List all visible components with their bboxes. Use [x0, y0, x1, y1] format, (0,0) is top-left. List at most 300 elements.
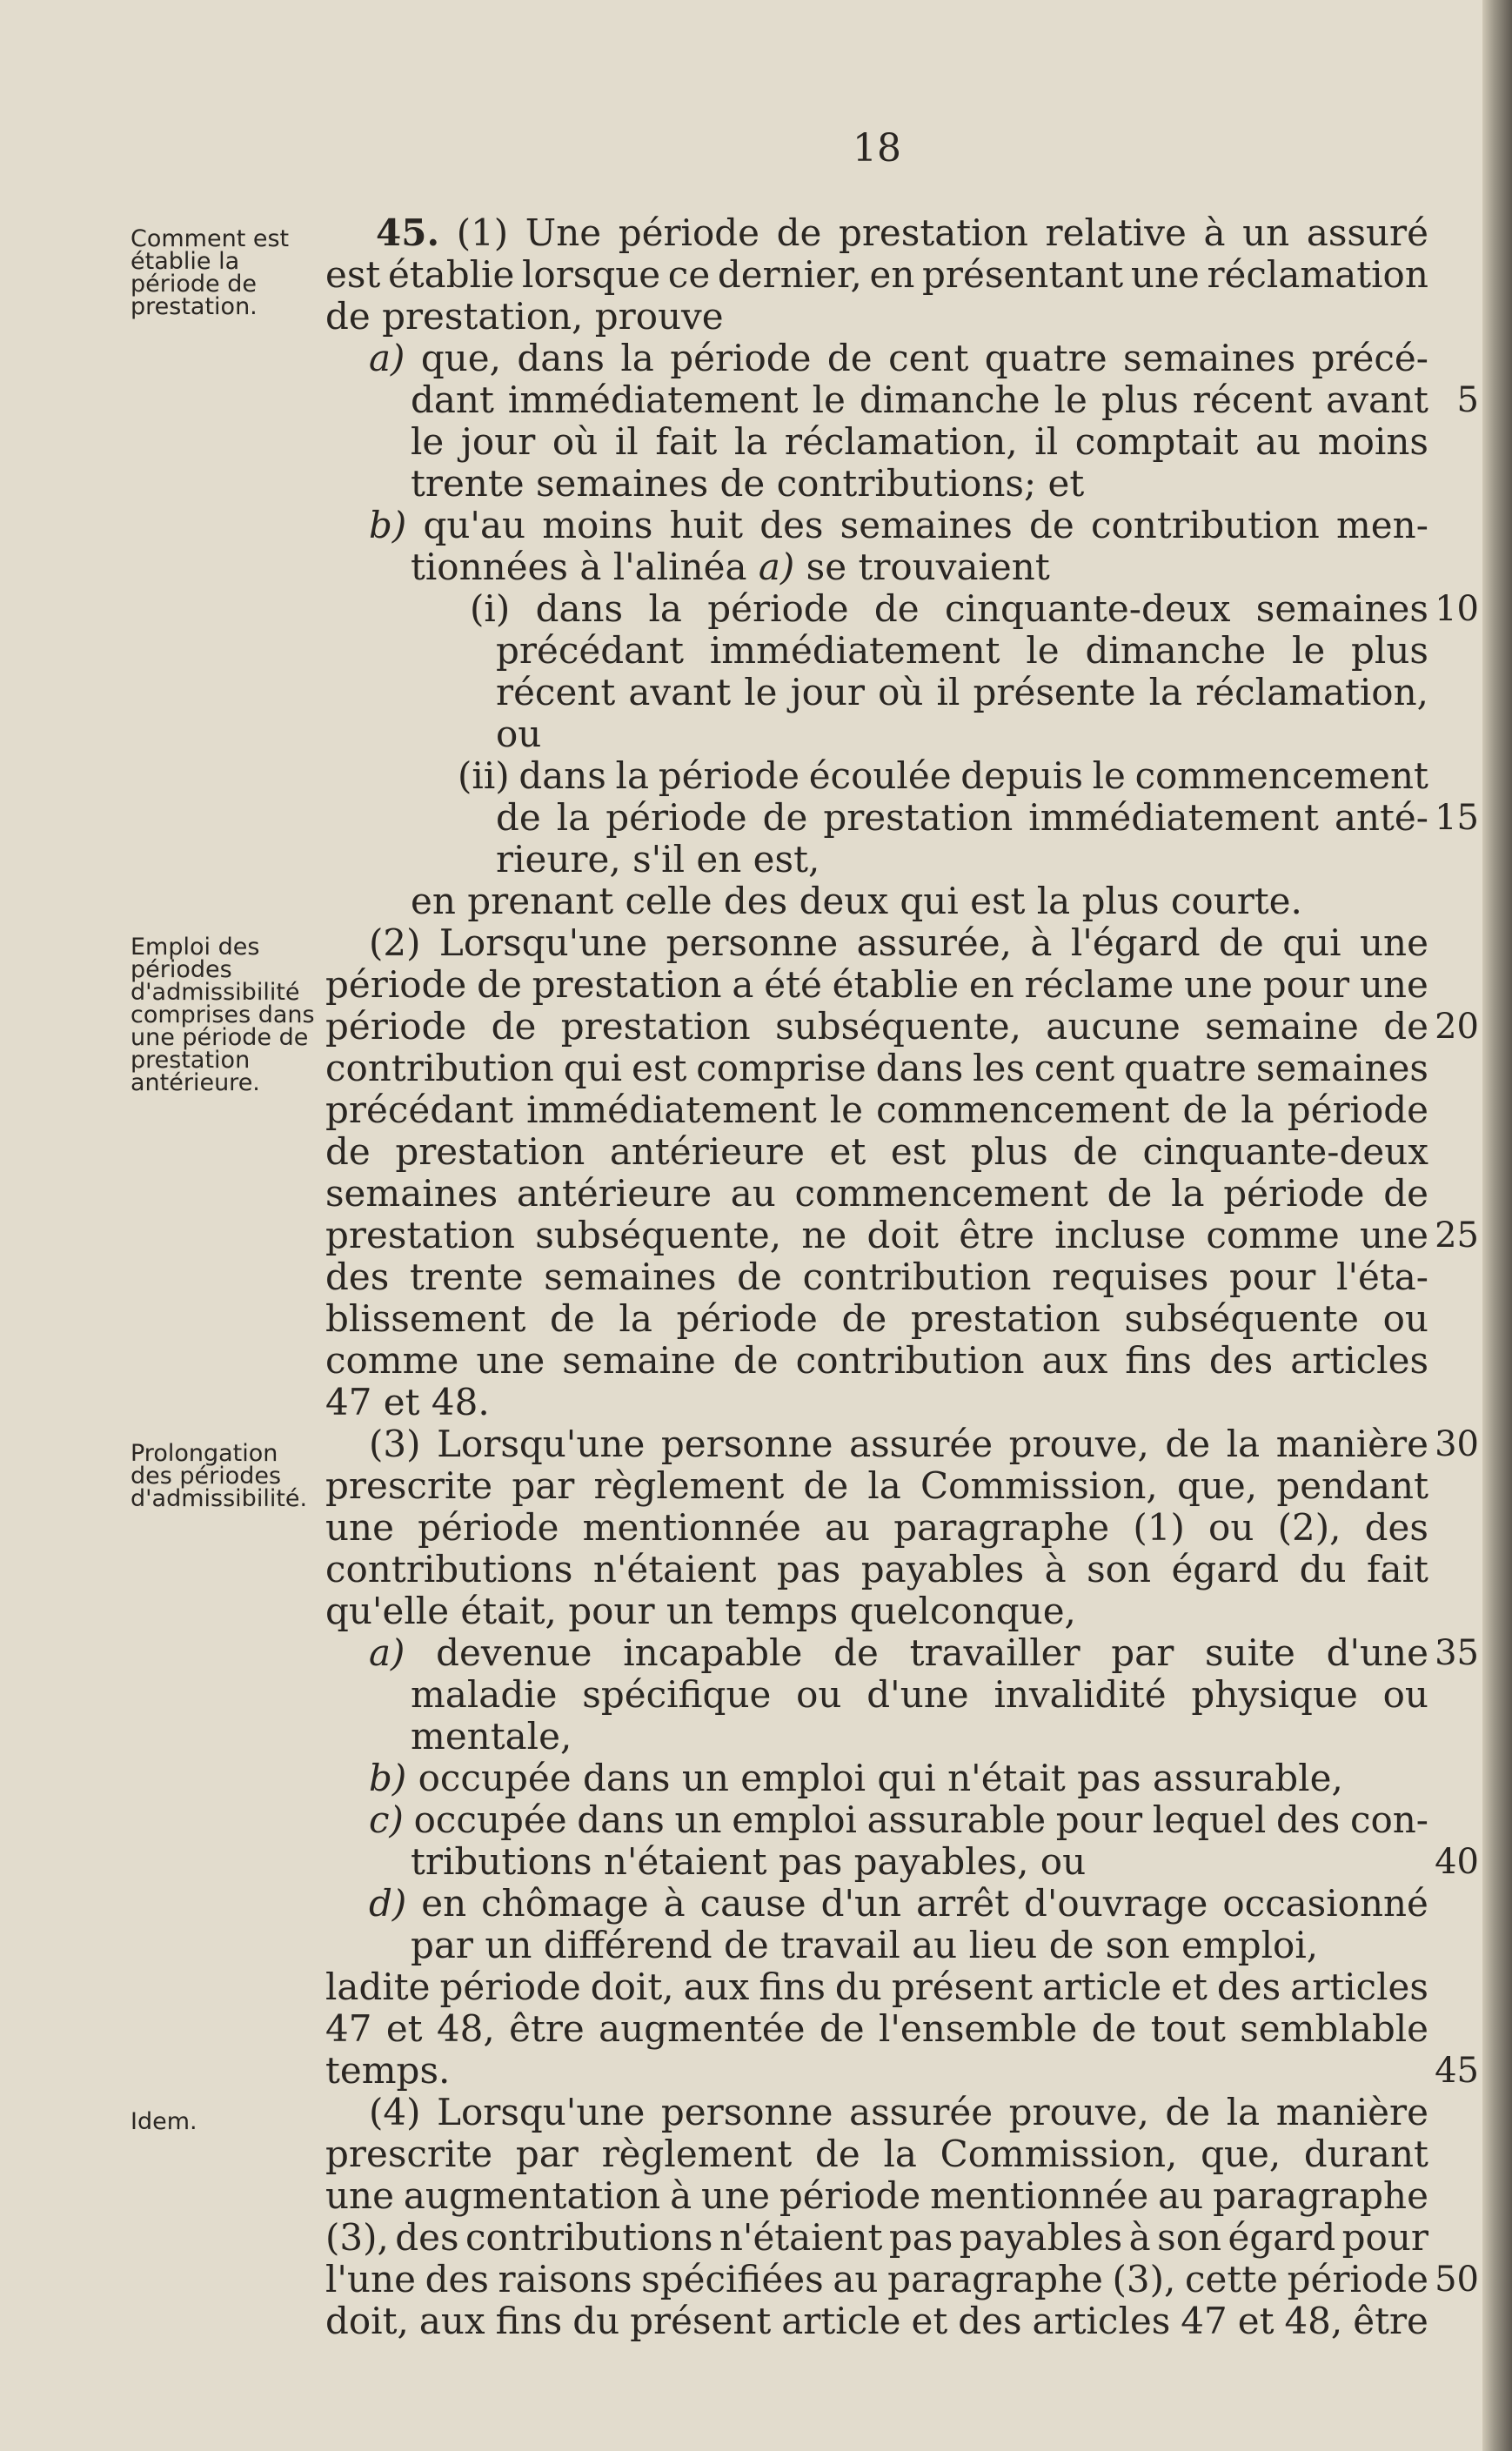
word: dernier,	[717, 253, 862, 296]
word: est	[890, 1130, 947, 1173]
word: un	[666, 1590, 726, 1632]
word: son	[1105, 1924, 1182, 1966]
word: (3),	[1112, 2258, 1176, 2300]
line-number: 25	[1435, 1215, 1479, 1256]
word: comptait	[1074, 420, 1239, 463]
word: dimanche	[859, 378, 1040, 421]
word: prescrite	[325, 2133, 493, 2175]
word: prenant	[467, 880, 626, 922]
word: récent	[1192, 378, 1313, 421]
word: précédant	[496, 629, 685, 672]
word: la	[556, 796, 591, 839]
text-line	[325, 254, 1428, 296]
word: trente	[411, 462, 536, 505]
word: prestation	[395, 1130, 585, 1173]
word: au	[1158, 2174, 1204, 2217]
word: des	[325, 1256, 390, 1298]
word: prouve,	[1008, 1423, 1149, 1465]
word: au	[730, 1172, 776, 1215]
word: d'une	[1326, 1631, 1428, 1674]
word: le	[744, 671, 778, 713]
word: subséquente,	[535, 1214, 782, 1256]
word: ladite	[325, 1965, 431, 2008]
word: et	[911, 2300, 948, 2342]
word: antérieure	[516, 1172, 713, 1215]
word: relative	[1045, 211, 1187, 254]
word: une	[476, 1339, 545, 1382]
word: une	[1184, 963, 1253, 1006]
word: comme	[1206, 1214, 1340, 1256]
word: prouve	[594, 295, 724, 338]
word: de	[1383, 1172, 1428, 1215]
word: avant	[1326, 378, 1428, 421]
word: (2)	[369, 921, 421, 964]
text-line	[369, 338, 1428, 379]
text-line	[369, 1423, 1428, 1465]
word: que,	[1201, 2133, 1281, 2175]
word: a	[732, 963, 754, 1006]
word: courte.	[1170, 880, 1302, 922]
word: règlement	[593, 1464, 785, 1507]
word: jour	[790, 671, 866, 713]
word: aux	[418, 2300, 485, 2342]
word: en	[421, 1882, 467, 1925]
word: qui	[563, 1047, 623, 1089]
word: cinquante-deux	[944, 587, 1231, 630]
word: dans	[517, 337, 605, 379]
word: différend	[543, 1924, 725, 1966]
word: par	[411, 1924, 485, 1966]
word: personne	[666, 921, 839, 964]
word: assurée	[849, 2091, 994, 2133]
text-line	[411, 1674, 1428, 1716]
word: a)	[369, 1631, 405, 1674]
word: invalidité	[994, 1673, 1167, 1716]
word: le	[1092, 754, 1126, 797]
word: dans	[577, 1798, 665, 1841]
word: doit	[866, 1214, 939, 1256]
word: la	[648, 587, 682, 630]
word: semaine	[562, 1339, 716, 1382]
word: ou	[796, 1673, 842, 1716]
word: il	[614, 420, 639, 463]
word: emploi	[740, 1757, 878, 1799]
word: n'étaient	[719, 2216, 883, 2259]
word: à	[1044, 1548, 1067, 1590]
word: personne	[660, 2091, 833, 2133]
text-line	[325, 1382, 490, 1423]
word: du	[834, 1965, 882, 2008]
word: précé-	[1311, 337, 1428, 379]
word: la	[619, 1297, 652, 1340]
word: immédiatement	[526, 1088, 817, 1131]
word: 47	[325, 1381, 384, 1423]
word: d'un	[820, 1882, 902, 1925]
word: de	[873, 587, 920, 630]
word: et	[383, 1381, 432, 1423]
text-line	[325, 1256, 1428, 1298]
text-line	[411, 463, 1084, 505]
word: deux	[799, 880, 900, 922]
word: augmentation	[403, 2174, 661, 2217]
word: assurée,	[856, 921, 1012, 964]
word: une	[325, 1506, 394, 1549]
line-number: 45	[1435, 2051, 1479, 2091]
page-number: 18	[853, 126, 901, 171]
word: suite	[1205, 1631, 1295, 1674]
word: réclamation	[1207, 253, 1428, 296]
word: par	[515, 2133, 579, 2175]
word: dans	[582, 1757, 682, 1799]
word: la	[1241, 1088, 1274, 1131]
margin-note-2: Emploi des périodes d'admissibilité comprises dans une période de prestation antérieure.	[130, 934, 315, 1096]
word: à	[579, 546, 613, 588]
word: d'ouvrage	[1023, 1882, 1208, 1925]
word: par	[512, 1464, 575, 1507]
word: prestation	[532, 963, 722, 1006]
word: travail	[780, 1924, 913, 1966]
word: assurable	[866, 1798, 1047, 1841]
word: mentale,	[411, 1715, 572, 1758]
word: une	[701, 2174, 770, 2217]
word: articles	[1290, 1965, 1428, 2008]
word: qui	[1282, 921, 1341, 964]
text-line	[325, 1549, 1428, 1590]
word: le	[1026, 629, 1060, 672]
word: en	[696, 838, 753, 881]
word: paragraphe	[1213, 2174, 1428, 2217]
word: assuré	[1306, 211, 1428, 254]
word: men-	[1335, 504, 1428, 546]
word: de	[325, 295, 383, 338]
word: période	[418, 1506, 559, 1549]
text-line	[325, 1298, 1428, 1340]
word: le	[812, 378, 846, 421]
word: semblable	[1240, 2007, 1428, 2050]
word: précédant	[325, 1088, 514, 1131]
word: prescrite	[325, 1464, 493, 1507]
text-line	[411, 379, 1428, 421]
word: ne	[801, 1214, 847, 1256]
word: période	[707, 587, 849, 630]
word: le	[829, 1088, 864, 1131]
text-line	[411, 421, 1428, 463]
word: pas	[778, 1840, 854, 1883]
text-line	[411, 881, 1302, 922]
line-number: 30	[1435, 1424, 1479, 1464]
word: à	[663, 1882, 686, 1925]
line-number: 5	[1456, 380, 1479, 420]
word: la	[883, 2133, 917, 2175]
word: de	[819, 2007, 865, 2050]
text-line	[369, 1883, 1428, 1925]
word: la	[1171, 1172, 1205, 1215]
text-line	[369, 505, 1428, 546]
text-line	[325, 2217, 1428, 2259]
word: qu'au	[423, 504, 526, 546]
word: jour	[460, 420, 536, 463]
word: en	[411, 880, 468, 922]
word: paragraphe	[893, 1506, 1110, 1549]
word: dimanche	[1085, 629, 1267, 672]
word: de	[477, 963, 522, 1006]
word: réclame	[1024, 963, 1174, 1006]
text-line	[325, 2175, 1428, 2217]
word: subséquente,	[775, 1005, 1021, 1048]
word: Commission,	[920, 1464, 1158, 1507]
word: contributions	[325, 1548, 573, 1590]
word: prestation,	[382, 295, 595, 338]
text-line	[325, 2133, 1428, 2175]
word: con-	[1349, 1798, 1428, 1841]
word: prestation	[910, 1297, 1101, 1340]
word: fins	[1125, 1339, 1192, 1382]
word: de	[1219, 921, 1264, 964]
word: 48.	[431, 1381, 490, 1423]
word: immédiatement	[709, 629, 1000, 672]
word: ce	[667, 253, 711, 296]
word: le	[1054, 378, 1087, 421]
word: cette	[1185, 2258, 1279, 2300]
word: 48,	[436, 2007, 495, 2050]
word: contributions;	[776, 462, 1048, 505]
word: pour	[568, 1590, 666, 1632]
word: période	[1287, 1088, 1428, 1131]
word: Lorsqu'une	[437, 1423, 646, 1465]
word: du	[1299, 1548, 1347, 1590]
word: celle	[625, 880, 724, 922]
word: doit,	[325, 2300, 409, 2342]
word: c)	[369, 1798, 404, 1841]
word: à	[670, 2174, 692, 2217]
word: il	[936, 671, 960, 713]
text-line	[325, 2300, 1428, 2342]
word: contributions	[465, 2216, 713, 2259]
text-line	[325, 2050, 450, 2092]
word: à	[1030, 921, 1053, 964]
word: Lorsqu'une	[437, 2091, 646, 2133]
word: (1)	[456, 211, 509, 254]
word: (3),	[325, 2216, 389, 2259]
word: ou	[1040, 1840, 1087, 1883]
word: règlement	[601, 2133, 793, 2175]
word: et	[385, 2007, 423, 2050]
word: n'étaient	[603, 1840, 779, 1883]
word: au	[1255, 420, 1301, 463]
word: semaines	[840, 504, 1013, 546]
word: blissement	[325, 1297, 526, 1340]
word: au	[833, 2258, 879, 2300]
word: de	[733, 1339, 779, 1382]
word: de	[1165, 1423, 1211, 1465]
word: avant	[628, 671, 732, 713]
word: assurable,	[1152, 1757, 1343, 1799]
word: pour	[1341, 2216, 1428, 2259]
word: de	[724, 1924, 781, 1966]
word: depuis	[960, 754, 1083, 797]
word: anté-	[1334, 796, 1428, 839]
word: cent	[1034, 1047, 1115, 1089]
word: cinquante-deux	[1142, 1130, 1428, 1173]
word: qui	[900, 880, 971, 922]
word: dans	[875, 1047, 964, 1089]
word: la	[620, 337, 654, 379]
word: chômage	[481, 1882, 649, 1925]
word: pour	[1229, 1256, 1316, 1298]
word: antérieure	[609, 1130, 805, 1173]
text-line	[496, 797, 1428, 839]
word: écoulée	[808, 754, 952, 797]
word: l'éta-	[1336, 1256, 1428, 1298]
word: des	[759, 504, 824, 546]
word: présente	[973, 671, 1136, 713]
word: l'égard	[1070, 921, 1201, 964]
word: augmentée	[599, 2007, 806, 2050]
word: période	[605, 796, 747, 839]
word: récent	[496, 671, 616, 713]
word: prestation	[838, 211, 1028, 254]
word: dant	[411, 378, 494, 421]
word: est,	[753, 838, 820, 881]
word: temps.	[325, 2049, 451, 2092]
word: de	[549, 1297, 595, 1340]
word: la	[1148, 671, 1183, 713]
text-line	[496, 630, 1428, 672]
word: durant	[1303, 2133, 1428, 2175]
word: des	[1216, 1965, 1281, 2008]
word: être	[1353, 2300, 1428, 2342]
text-line	[369, 922, 1428, 964]
word: plus	[970, 1130, 1048, 1173]
word: semaines	[1123, 337, 1296, 379]
word: articles	[1290, 1339, 1428, 1382]
word: tionnées	[411, 546, 580, 588]
word: ou	[1382, 1673, 1428, 1716]
word: dans	[518, 754, 606, 797]
word: qui	[877, 1757, 948, 1799]
word: Commission,	[940, 2133, 1178, 2175]
word: comprise	[696, 1047, 866, 1089]
line-number: 10	[1435, 589, 1479, 629]
word: subséquente	[1124, 1297, 1359, 1340]
word: (4)	[369, 2091, 421, 2133]
word: période	[658, 754, 799, 797]
word: égard	[1228, 2216, 1336, 2259]
word: de	[1383, 1005, 1428, 1048]
word: période	[1287, 2258, 1428, 2300]
word: des	[395, 2216, 459, 2259]
word: de	[1073, 1130, 1118, 1173]
word: un	[1242, 211, 1290, 254]
word: 47	[1181, 2300, 1228, 2342]
margin-note-1: Comment est établie la période de prestation.	[130, 225, 290, 320]
word: d)	[369, 1882, 407, 1925]
word: une	[325, 2174, 394, 2217]
word: tout	[1150, 2007, 1226, 2050]
word: cause	[699, 1882, 806, 1925]
line-number: 50	[1435, 2260, 1479, 2300]
margin-note-4: Idem.	[130, 2108, 197, 2135]
word: payables,	[853, 1840, 1040, 1883]
word: être	[959, 1214, 1034, 1256]
word: présent	[630, 2300, 772, 2342]
text-line	[325, 2008, 1428, 2050]
word: b)	[369, 504, 407, 546]
word: où	[878, 671, 924, 713]
word: période	[676, 1297, 818, 1340]
word: 45.	[376, 211, 440, 254]
word: de	[833, 1631, 879, 1674]
word: de	[1048, 1924, 1106, 1966]
word: moins	[1317, 420, 1428, 463]
word: manière	[1275, 1423, 1428, 1465]
text-line	[411, 1716, 572, 1758]
word: de	[1091, 2007, 1137, 2050]
word: des	[958, 2300, 1022, 2342]
text-line	[325, 964, 1428, 1006]
word: la	[867, 1464, 901, 1507]
line-number: 40	[1435, 1842, 1479, 1882]
word: article	[1041, 1965, 1162, 2008]
text-line	[325, 1215, 1428, 1256]
word: semaines	[325, 1172, 498, 1215]
word: occupée	[418, 1757, 583, 1799]
word: arrêt	[916, 1882, 1010, 1925]
word: b)	[369, 1757, 418, 1799]
word: immédiatement	[507, 378, 799, 421]
word: des	[1275, 1798, 1341, 1841]
word: fins	[495, 2300, 563, 2342]
word: incapable	[623, 1631, 803, 1674]
word: dans	[535, 587, 624, 630]
word: au	[825, 1506, 871, 1549]
text-line	[411, 1841, 1086, 1883]
margin-note-3: Prolongation des périodes d'admissibilité.	[130, 1440, 308, 1512]
word: a)	[369, 337, 405, 379]
word: physique	[1191, 1673, 1358, 1716]
text-line	[325, 1507, 1428, 1549]
text-line	[325, 1966, 1428, 2008]
word: pour	[1055, 1798, 1143, 1841]
word: n'était	[947, 1757, 1078, 1799]
word: comme	[325, 1339, 459, 1382]
word: prouve,	[1008, 2091, 1149, 2133]
word: contribution	[802, 1256, 1032, 1298]
word: égard	[1171, 1548, 1280, 1590]
word: de	[325, 1130, 371, 1173]
word: à	[1203, 211, 1226, 254]
text-line	[411, 1925, 1318, 1966]
word: et	[829, 1130, 866, 1173]
word: prestation	[560, 1005, 751, 1048]
word: huit	[669, 504, 743, 546]
word: assurée	[849, 1423, 994, 1465]
word: trente	[409, 1256, 524, 1298]
word: travailler	[909, 1631, 1080, 1674]
word: trouvaient	[858, 546, 1050, 588]
word: de	[491, 1005, 537, 1048]
word: était,	[460, 1590, 569, 1632]
word: une	[1359, 963, 1428, 1006]
word: ou	[496, 713, 542, 755]
word: temps	[725, 1590, 850, 1632]
word: quelconque,	[849, 1590, 1076, 1632]
word: 47	[325, 2007, 372, 2050]
word: prestation	[823, 796, 1014, 839]
word: occupée	[413, 1798, 567, 1841]
word: la	[1036, 880, 1082, 922]
word: de	[762, 796, 808, 839]
